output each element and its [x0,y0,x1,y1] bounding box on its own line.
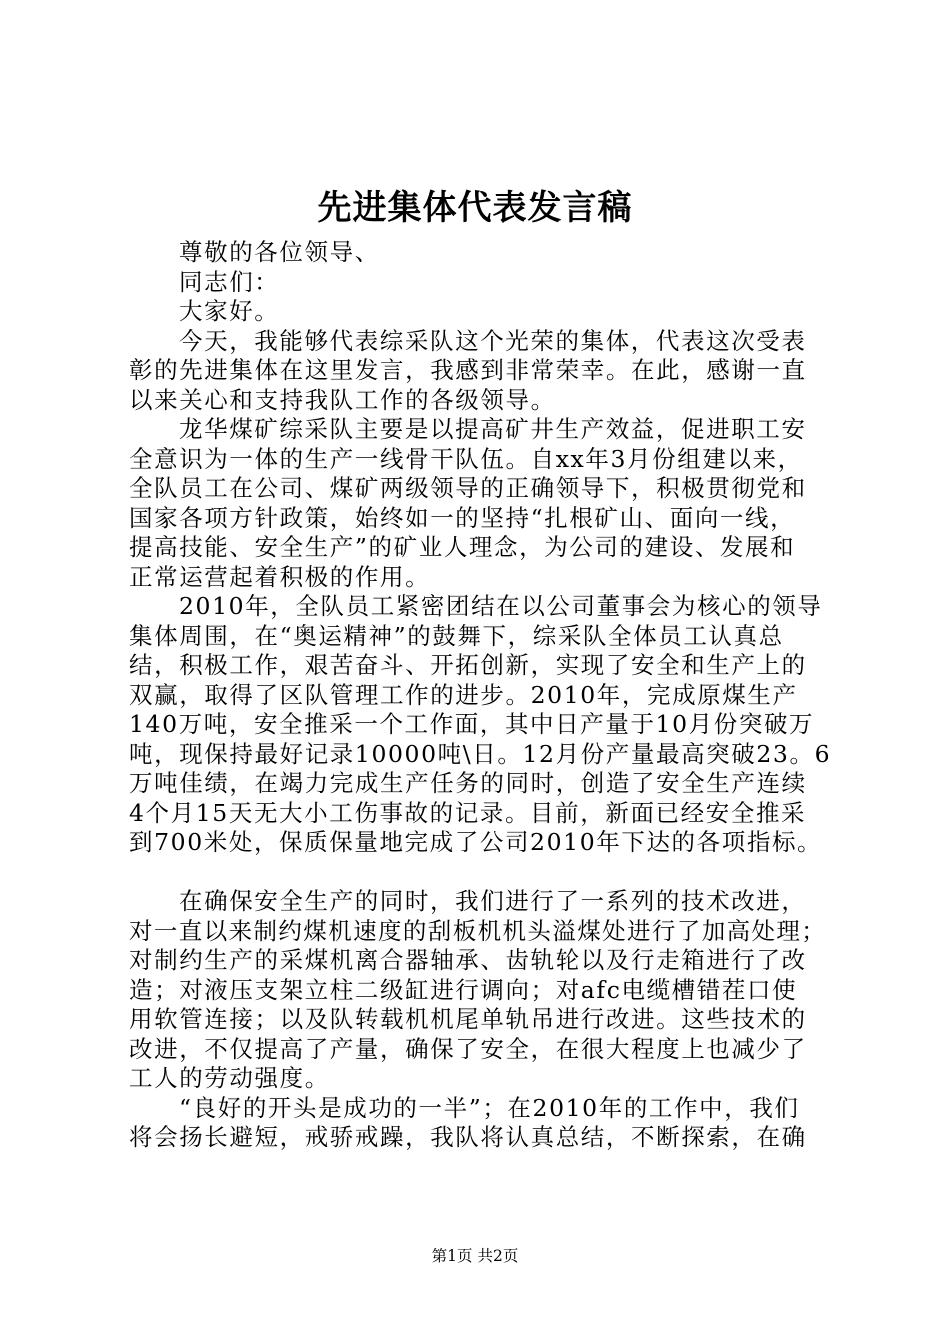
paragraph-line: 4个月15天无大小工伤事故的记录。目前，新面已经安全推采 [129,798,807,827]
paragraph-line: 提高技能、安全生产”的矿业人理念，为公司的建设、发展和 [129,533,796,561]
paragraph-line: 今天，我能够代表综采队这个光荣的集体，代表这次受表 [179,326,807,355]
paragraph-line: 以来关心和支持我队工作的各级领导。 [129,385,556,414]
paragraph-line: 140万吨，安全推采一个工作面，其中日产量于10月份突破万 [129,710,815,738]
blank-line [129,858,831,888]
paragraph-line: 彰的先进集体在这里发言，我感到非常荣幸。在此，感谢一直 [129,356,807,384]
paragraph-line: 到700米处，保质保量地完成了公司2010年下达的各项指标。 [129,828,823,856]
paragraph-line: 用软管连接；以及队转载机机尾单轨吊进行改进。这些技术的 [129,1005,807,1033]
paragraph-line: 结，积极工作，艰苦奋斗、开拓创新，实现了安全和生产上的 [129,651,807,679]
document-title: 先进集体代表发言稿 [317,188,633,228]
paragraph-line: 全队员工在公司、煤矿两级领导的正确领导下，积极贯彻党和 [129,474,807,502]
paragraph-line: 龙华煤矿综采队主要是以提高矿井生产效益，促进职工安 [179,415,807,443]
greeting-line: 大家好。 [179,297,280,325]
paragraph-line: 工人的劳动强度。 [129,1064,330,1092]
paragraph-line: 集体周围，在“奥运精神”的鼓舞下，综采队全体员工认真总 [129,621,784,650]
paragraph-line: 国家各项方针政策，始终如一的坚持“扎根矿山、面向一线， [129,503,796,532]
paragraph-line: 将会扬长避短，戒骄戒躁，我队将认真总结，不断探索，在确 [129,1123,807,1151]
paragraph-line: 全意识为一体的生产一线骨干队伍。自xx年3月份组建以来， [129,444,803,473]
paragraph-line: 造；对液压支架立柱二级缸进行调向；对afc电缆槽错茬口使 [129,975,798,1004]
salutation-line: 尊敬的各位领导、 [179,238,380,266]
page-number-footer: 第1页 共2页 [431,1247,519,1265]
paragraph-line: 万吨佳绩，在竭力完成生产任务的同时，创造了安全生产连续 [129,769,807,797]
paragraph-line: 对一直以来制约煤机速度的刮板机机头溢煤处进行了加高处理； [129,916,827,945]
salutation-line: 同志们： [179,267,280,296]
paragraph-line: 正常运营起着积极的作用。 [129,562,431,591]
document-body [129,238,831,1153]
paragraph-line: 改进，不仅提高了产量，确保了安全，在很大程度上也减少了 [129,1034,807,1063]
paragraph-line: “良好的开头是成功的一半”；在2010年的工作中，我们 [179,1093,800,1122]
paragraph-line: 在确保安全生产的同时，我们进行了一系列的技术改进， [179,887,807,915]
paragraph-line: 对制约生产的采煤机离合器轴承、齿轨轮以及行走箱进行了改 [129,946,807,974]
paragraph-line: 吨，现保持最好记录10000吨\日。12月份产量最高突破23。6 [129,739,832,768]
paragraph-line: 双赢，取得了区队管理工作的进步。2010年，完成原煤生产 [129,680,798,709]
paragraph-line: 2010年，全队员工紧密团结在以公司董事会为核心的领导 [179,592,823,620]
